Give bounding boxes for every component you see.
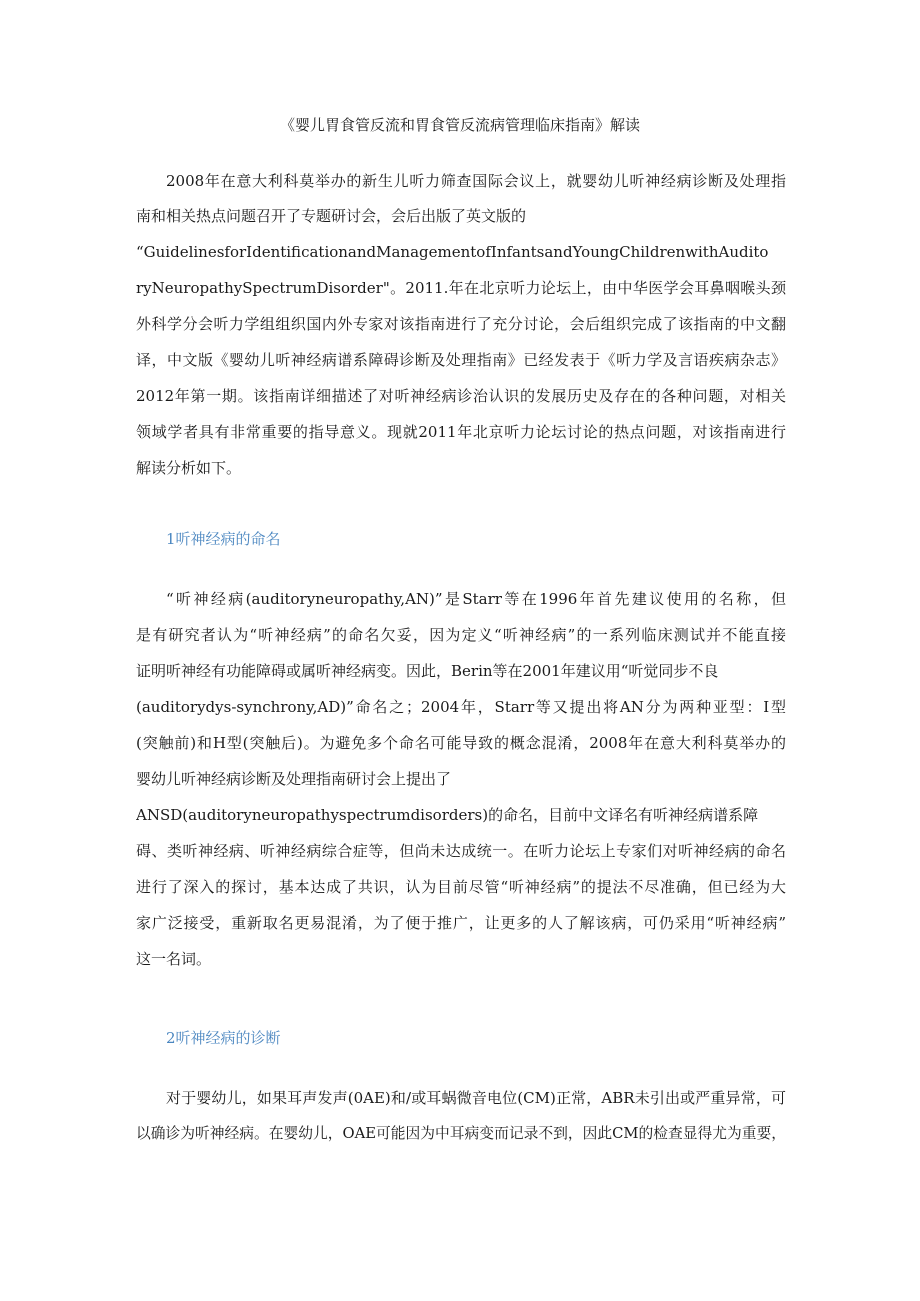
- section1-line: 进行了深入的探讨，基本达成了共识，认为目前尽管“听神经病”的提法不尽准确，但已经为大: [136, 878, 786, 896]
- section2-line: 对于婴幼儿，如果耳声发声(0AE)和/或耳蜗微音电位(CM)正常，ABR未引出或严重异常，可: [166, 1089, 786, 1107]
- section-heading-naming: 1听神经病的命名: [166, 530, 281, 548]
- section1-line: 碍、类听神经病、听神经病综合症等，但尚未达成统一。在听力论坛上专家们对听神经病的命名: [136, 842, 786, 860]
- intro-line: 外科学分会听力学组组织国内外专家对该指南进行了充分讨论，会后组织完成了该指南的中文翻: [136, 315, 786, 333]
- section1-line: “听神经病(auditoryneuropathy,AN)”是Starr等在1996年首先建议使用的名称，但: [166, 590, 786, 608]
- section1-line: ANSD(auditoryneuropathyspectrumdisorders)的命名，目前中文译名有听神经病谱系障: [136, 806, 759, 824]
- section-heading-diagnosis: 2听神经病的诊断: [166, 1029, 281, 1047]
- intro-line: 解读分析如下。: [136, 459, 242, 477]
- intro-line: 2008年在意大利科莫举办的新生儿听力筛查国际会议上，就婴幼儿听神经病诊断及处理指: [166, 172, 786, 190]
- intro-line: 2012年第一期。该指南详细描述了对听神经病诊治认识的发展历史及存在的各种问题，对相关: [136, 387, 786, 405]
- intro-line: ryNeuropathySpectrumDisorder"。2011.年在北京听力论坛上，由中华医学会耳鼻咽喉头颈: [136, 279, 786, 297]
- section2-line: 以确诊为听神经病。在婴幼儿，OAE可能因为中耳病变而记录不到，因此CM的检查显得尤为重要，: [136, 1125, 786, 1142]
- section1-line: 婴幼儿听神经病诊断及处理指南研讨会上提出了: [136, 770, 452, 788]
- section1-line: 证明听神经有功能障碍或属听神经病变。因此，Berin等在2001年建议用“听觉同步不良: [136, 662, 719, 680]
- section1-line: 这一名词。: [136, 950, 212, 968]
- section1-line: (auditorydys-synchrony,AD)”命名之；2004年，Starr等又提出将AN分为两种亚型：I型: [136, 698, 786, 716]
- section1-line: 家广泛接受，重新取名更易混淆，为了便于推广，让更多的人了解该病，可仍采用“听神经病”: [136, 914, 786, 932]
- section1-line: 是有研究者认为“听神经病”的命名欠妥，因为定义“听神经病”的一系列临床测试并不能直接: [136, 626, 786, 644]
- intro-line: “GuidelinesforIdentificationandManagementofInfantsandYoungChildrenwithAudito: [136, 243, 769, 261]
- intro-line: 译，中文版《婴幼儿听神经病谱系障碍诊断及处理指南》已经发表于《听力学及言语疾病杂志》: [136, 351, 786, 369]
- section1-line: (突触前)和H型(突触后)。为避免多个命名可能导致的概念混淆，2008年在意大利科莫举办的: [136, 734, 786, 752]
- intro-line: 领域学者具有非常重要的指导意义。现就2011年北京听力论坛讨论的热点问题，对该指南进行: [136, 423, 786, 441]
- intro-line: 南和相关热点问题召开了专题研讨会，会后出版了英文版的: [136, 207, 527, 225]
- document-title: 《婴儿胃食管反流和胃食管反流病管理临床指南》解读: [279, 116, 640, 134]
